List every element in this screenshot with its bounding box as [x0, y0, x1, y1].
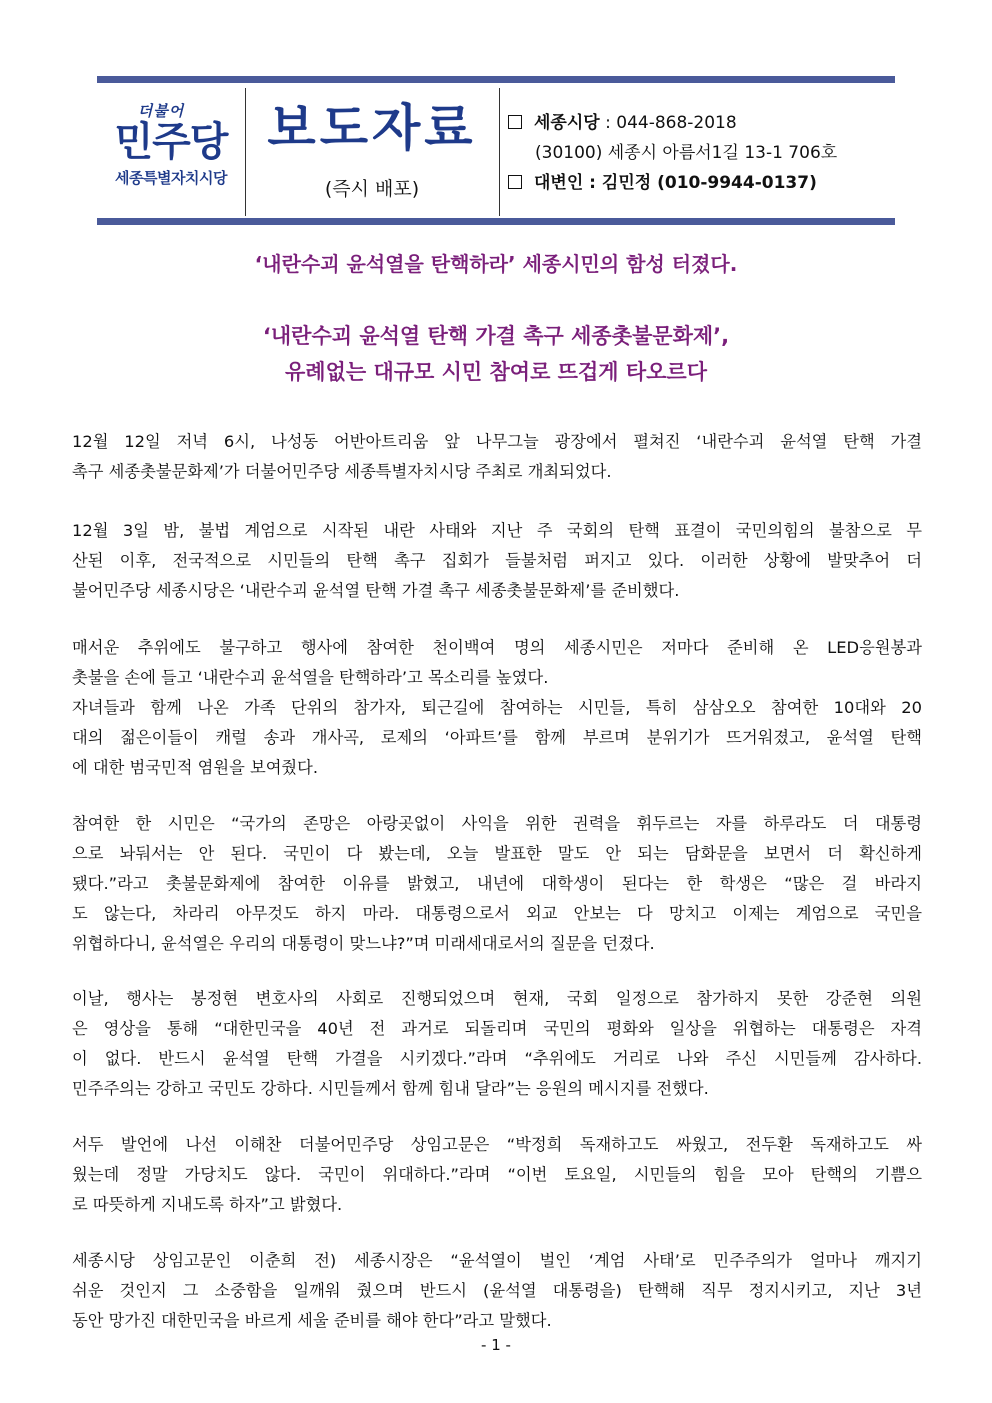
paragraph-line: 세종시당 상임고문인 이춘희 전) 세종시장은 “윤석열이 벌인 ‘계엄 사태’로 민주주의가 얼마나 깨지기 [72, 1251, 922, 1270]
headline-sub-1: ‘내란수괴 윤석열 탄핵 가결 촉구 세종촛불문화제’, [262, 324, 730, 348]
paragraph-3 [72, 633, 922, 783]
party-logo [97, 100, 245, 210]
spokesperson-phone: (010-9944-0137) [651, 173, 817, 193]
header-bottom-rule [97, 218, 895, 225]
release-note: (즉시 배포) [324, 178, 420, 200]
press-release-title: 보도자료 [267, 99, 477, 157]
spokesperson-label: 대변인 : 김민정 [534, 173, 652, 193]
paragraph-6 [72, 1130, 922, 1220]
office-label: 세종시당 [534, 113, 600, 133]
headline-sub-2: 유례없는 대규모 시민 참여로 뜨겁게 타오르다 [285, 360, 707, 384]
paragraph-line: 서두 발언에 나선 이해찬 더불어민주당 상임고문은 “박정희 독재하고도 싸웠고, 전두환 독재하고도 싸 [72, 1135, 922, 1154]
logo-sub-text: 세종특별자치시당 [115, 169, 227, 187]
paragraph-2 [72, 516, 922, 606]
paragraph-line: 산된 이후, 전국적으로 시민들의 탄핵 촉구 집회가 들불처럼 퍼지고 있다. 이러한 상황에 발맞추어 더 [72, 551, 922, 570]
paragraph-line: 이날, 행사는 봉정현 변호사의 사회로 진행되었으며 현재, 국회 일정으로 참가하지 못한 강준현 의원 [72, 989, 922, 1008]
paragraph-line: 자녀들과 함께 나온 가족 단위의 참가자, 퇴근길에 참여하는 시민들, 특히 삼삼오오 참여한 10대와 20 [72, 698, 922, 717]
paragraph-1 [72, 427, 922, 487]
paragraph-4 [72, 809, 922, 959]
paragraph-line: 로 따뜻하게 지내도록 하자”고 밝혔다. [72, 1195, 343, 1214]
paragraph-line: 촉구 세종촛불문화제’가 더불어민주당 세종특별자치시당 주최로 개최되었다. [72, 462, 612, 481]
paragraph-line: 매서운 추위에도 불구하고 행사에 참여한 천이백여 명의 세종시민은 저마다 준비해 온 LED응원봉과 [72, 638, 922, 657]
contact-line-spokesperson [508, 168, 837, 198]
paragraph-line: 도 않는다, 차라리 아무것도 하지 마라. 대통령으로서 외교 안보는 다 망치고 이제는 계엄으로 국민을 [72, 904, 922, 923]
header-divider-2 [499, 88, 500, 216]
header-top-rule [97, 76, 895, 83]
paragraph-line: 이 없다. 반드시 윤석열 탄핵 가결을 시키겠다.”라며 “추위에도 거리로 나와 주신 시민들께 감사하다. [72, 1049, 922, 1068]
contact-line-office [508, 108, 837, 138]
office-phone: 044-868-2018 [616, 113, 737, 133]
paragraph-line: 위협하다니, 윤석열은 우리의 대통령이 맞느냐?”며 미래세대로서의 질문을 던졌다. [72, 934, 655, 953]
paragraph-line: 촛불을 손에 들고 ‘내란수괴 윤석열을 탄핵하라’고 목소리를 높였다. [72, 668, 549, 687]
paragraph-line: 불어민주당 세종시당은 ‘내란수괴 윤석열 탄핵 가결 촉구 세종촛불문화제’를 준비했다. [72, 581, 680, 600]
page-number: - 1 - [481, 1336, 511, 1354]
paragraph-line: 쉬운 것인지 그 소중함을 일깨워 줬으며 반드시 (윤석열 대통령을) 탄핵해 직무 정지시키고, 지난 3년 [72, 1281, 922, 1300]
logo-small-text: 더불어 [137, 102, 185, 120]
paragraph-line: 12월 3일 밤, 불법 계엄으로 시작된 내란 사태와 지난 주 국회의 탄핵 표결이 국민의힘의 불참으로 무 [72, 521, 922, 540]
paragraph-line: 으로 놔둬서는 안 된다. 국민이 다 봤는데, 오늘 발표한 말도 안 되는 담화문을 보면서 더 확신하게 [72, 844, 922, 863]
paragraph-line: 참여한 한 시민은 “국가의 존망은 아랑곳없이 사익을 위한 권력을 휘두르는 자를 하루라도 더 대통령 [72, 814, 922, 833]
paragraph-line: 대의 젊은이들이 캐럴 송과 개사곡, 로제의 ‘아파트’를 함께 부르며 분위기가 뜨거워졌고, 윤석열 탄핵 [72, 728, 922, 747]
paragraph-line: 웠는데 정말 가당치도 않다. 국민이 위대하다.”라며 “이번 토요일, 시민들의 힘을 모아 탄핵의 기쁨으 [72, 1165, 922, 1184]
paragraph-line: 12월 12일 저녁 6시, 나성동 어반아트리움 앞 나무그늘 광장에서 펼쳐진 ‘내란수괴 윤석열 탄핵 가결 [72, 432, 922, 451]
headline-main: ‘내란수괴 윤석열을 탄핵하라’ 세종시민의 함성 터졌다. [254, 252, 738, 276]
paragraph-line: 됐다.”라고 촛불문화제에 참여한 이유를 밝혔고, 내년에 대학생이 된다는 한 학생은 “많은 걸 바라지 [72, 874, 922, 893]
logo-main-text: 민주당 [114, 119, 228, 165]
paragraph-line: 민주주의는 강하고 국민도 강하다. 시민들께서 함께 힘내 달라”는 응원의 메시지를 전했다. [72, 1079, 709, 1098]
paragraph-7 [72, 1246, 922, 1336]
paragraph-5 [72, 984, 922, 1104]
checkbox-icon [508, 115, 522, 129]
office-separator: : [599, 113, 617, 133]
paragraph-line: 은 영상을 통해 “대한민국을 40년 전 과거로 되돌리며 국민의 평화와 일상을 위협하는 대통령은 자격 [72, 1019, 922, 1038]
paragraph-line: 동안 망가진 대한민국을 바르게 세울 준비를 해야 한다”라고 말했다. [72, 1311, 552, 1330]
contact-block [508, 108, 837, 198]
contact-line-address: (30100) 세종시 아름서1길 13-1 706호 [535, 143, 838, 163]
press-release-block [246, 96, 498, 201]
paragraph-line: 에 대한 범국민적 염원을 보여줬다. [72, 758, 319, 777]
checkbox-icon [508, 175, 522, 189]
